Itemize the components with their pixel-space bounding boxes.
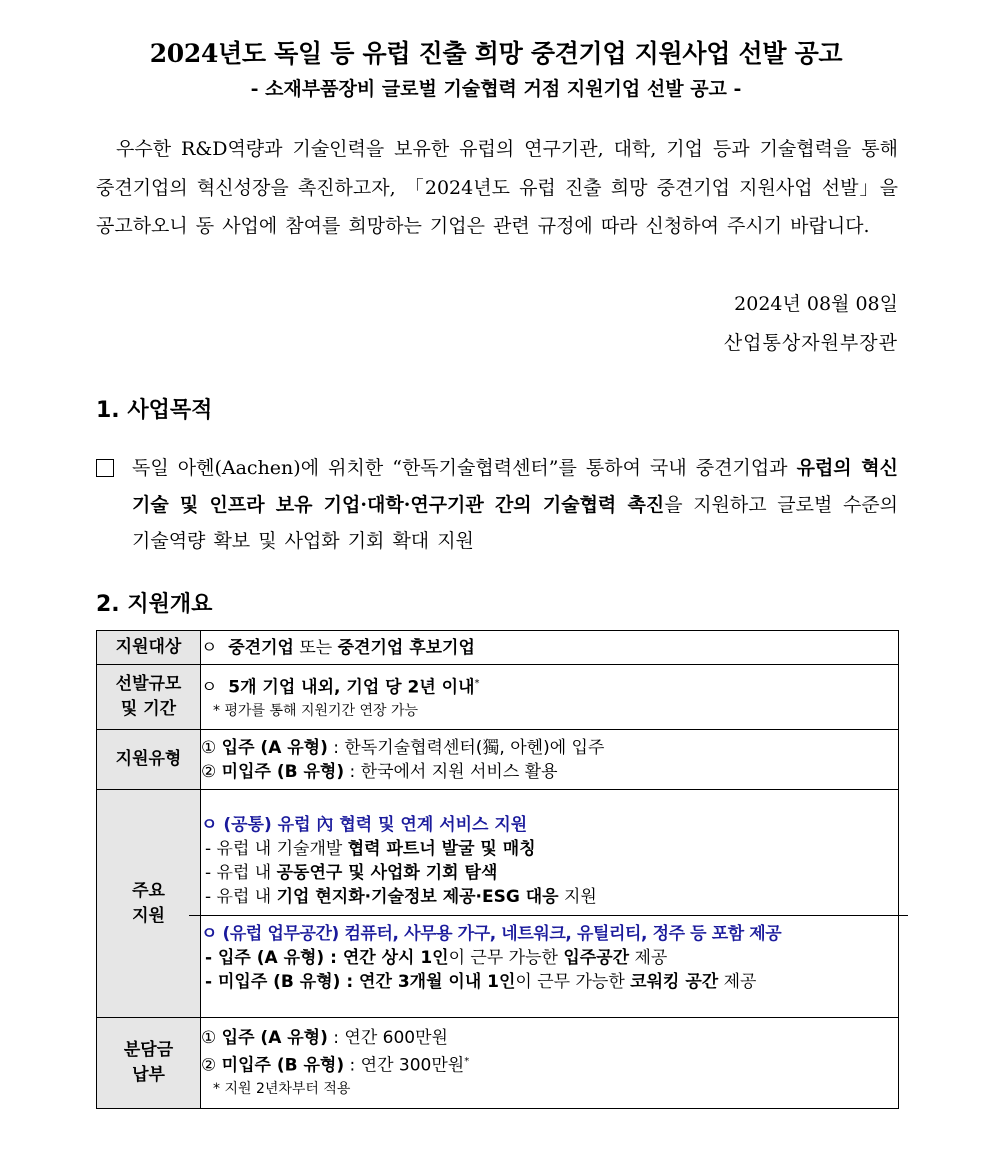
fee-1-bold: 입주 (A 유형) — [221, 1028, 328, 1049]
s1c: 입주공간 — [563, 948, 630, 968]
fee-2-bold: 미입주 (B 유형) — [221, 1055, 345, 1076]
s1b: 이 근무 가능한 — [448, 948, 564, 968]
target-cell — [201, 631, 899, 665]
issuer-name: 산업통상자원부장관 — [723, 332, 898, 354]
intro-paragraph — [96, 130, 898, 246]
row-label-fee — [97, 1018, 201, 1109]
circled-number-2: ② — [201, 761, 217, 782]
cell-divider — [189, 915, 908, 916]
s2c: 코워킹 공간 — [630, 972, 719, 992]
main-support-cell — [201, 790, 899, 1018]
target-t2: 또는 — [293, 637, 338, 658]
intro-text: 우수한 R&D역량과 기술인력을 보유한 유럽의 연구기관, 대학, 기업 등과 기술협력을 통해 중견기업의 혁신성장을 촉진하고자, 「2024년도 유럽 진출 희망 중견기업 지원사업 선발」을 공고하오니 동 사업에 참여를 희망하는 기업은 관련 규정에 따라 신청하여 주시기 바랍니다. — [96, 138, 898, 237]
circled-number-2: ② — [201, 1055, 217, 1076]
purpose-text — [132, 450, 898, 560]
c3c: 지원 — [558, 887, 597, 907]
common-item-1 — [201, 837, 898, 861]
type-1-bold: 입주 (A 유형) — [221, 737, 328, 758]
c3b: 기업 현지화·기술정보 제공·ESG 대응 — [276, 887, 559, 907]
scale-main: 5개 기업 내외, 기업 당 2년 이내 — [228, 677, 475, 698]
c1b: 협력 파트너 발굴 및 매칭 — [347, 839, 536, 859]
bullet-icon: ㅇ — [201, 637, 218, 658]
scale-note: * 평가를 통해 지원기간 연장 가능 — [213, 702, 419, 719]
common-item-2 — [201, 861, 898, 885]
type-2-bold: 미입주 (B 유형) — [221, 761, 345, 782]
table-row — [97, 631, 899, 665]
fee-label-2: 납부 — [132, 1065, 165, 1085]
c1a: - 유럽 내 기술개발 — [205, 839, 348, 859]
workspace-heading: ㅇ (유럽 업무공간) 컴퓨터, 사무용 가구, 네트워크, 유틸리티, 정주 등 포함 제공 — [201, 924, 782, 944]
fee-cell — [201, 1018, 899, 1109]
table-row — [97, 665, 899, 730]
s2d: 제공 — [718, 972, 757, 992]
row-label-scale — [97, 665, 201, 730]
s1d: 제공 — [629, 948, 668, 968]
row-label-type: 지원유형 — [97, 730, 201, 790]
fee-note: * 지원 2년차부터 적용 — [213, 1080, 351, 1097]
support-overview-table — [96, 630, 899, 1109]
common-support-heading: ㅇ (공통) 유럽 內 협력 및 연계 서비스 지원 — [201, 815, 528, 835]
circled-number-1: ① — [201, 737, 217, 758]
common-item-3 — [201, 885, 898, 909]
section-1-heading: 1. 사업목적 — [96, 398, 213, 423]
purpose-item — [96, 450, 898, 560]
scale-label-2: 및 기간 — [120, 699, 177, 719]
purpose-text-b: 을 지원하고 글로벌 수준의 기술역량 확보 및 사업화 기회 확대 지원 — [132, 493, 899, 552]
target-t1: 중견기업 — [228, 637, 294, 658]
row-label-target: 지원대상 — [97, 631, 201, 665]
target-t3: 중견기업 후보기업 — [337, 637, 475, 658]
c2a: - 유럽 내 — [205, 863, 277, 883]
announcement-date: 2024년 08월 08일 — [734, 293, 898, 315]
table-row — [97, 730, 899, 790]
s2a: - 미입주 (B 유형) : 연간 3개월 이내 1인 — [205, 972, 516, 992]
document-subtitle: - 소재부품장비 글로벌 기술협력 거점 지원기업 선발 공고 - — [250, 78, 742, 100]
c3a: - 유럽 내 — [205, 887, 277, 907]
workspace-item-1 — [201, 946, 898, 970]
circled-number-1: ① — [201, 1028, 217, 1049]
footnote-marker: * — [464, 1056, 470, 1068]
fee-2-rest: : 연간 300만원 — [344, 1055, 465, 1076]
table-row — [97, 790, 899, 1018]
fee-label-1: 분담금 — [123, 1040, 174, 1060]
document-title: 2024년도 독일 등 유럽 진출 희망 중견기업 지원사업 선발 공고 — [149, 39, 843, 68]
workspace-item-2 — [201, 970, 898, 994]
bullet-icon: ㅇ — [201, 677, 218, 698]
scale-cell — [201, 665, 899, 730]
checkbox-square-icon — [96, 459, 114, 477]
main-support-label-1: 주요 — [132, 880, 165, 901]
footnote-marker: * — [474, 678, 480, 690]
s2b: 이 근무 가능한 — [515, 972, 631, 992]
main-support-label-2: 지원 — [132, 905, 165, 926]
fee-1-rest: : 연간 600만원 — [327, 1028, 448, 1049]
purpose-text-a: 독일 아헨(Aachen)에 위치한 “한독기술협력센터”를 통하여 국내 중견기업과 — [132, 457, 797, 479]
row-label-main-support — [97, 790, 201, 1018]
type-2-rest: : 한국에서 지원 서비스 활용 — [344, 761, 558, 782]
purpose-text-bold: 유럽의 혁신기술 및 인프라 보유 기업·대학·연구기관 간의 기술협력 촉진 — [132, 457, 898, 516]
type-1-rest: : 한독기술협력센터(獨, 아헨)에 입주 — [327, 737, 605, 758]
type-cell — [201, 730, 899, 790]
scale-label-1: 선발규모 — [115, 674, 182, 694]
s1a: - 입주 (A 유형) : 연간 상시 1인 — [205, 948, 449, 968]
c2b: 공동연구 및 사업화 기회 탐색 — [276, 863, 498, 883]
table-row — [97, 1018, 899, 1109]
section-2-heading: 2. 지원개요 — [96, 592, 213, 617]
